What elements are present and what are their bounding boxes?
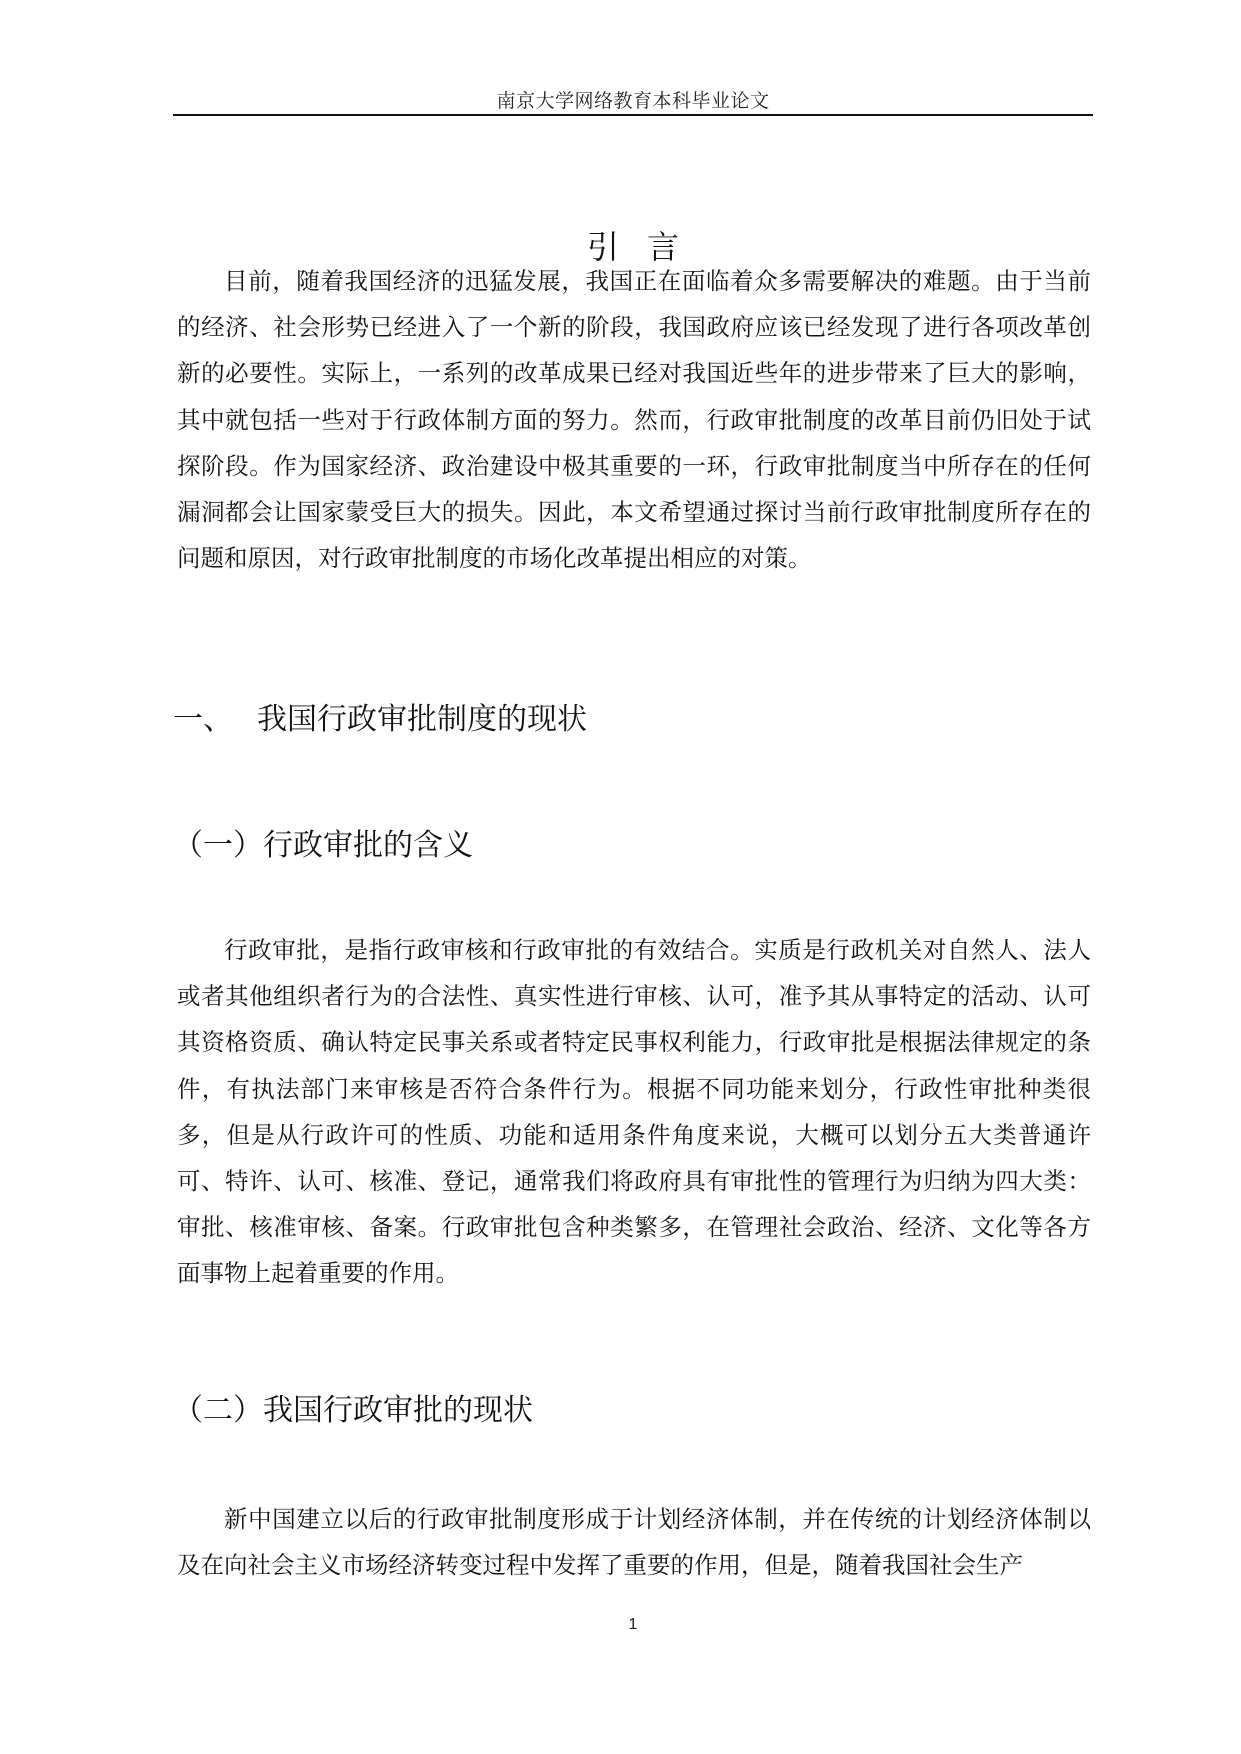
page-number: 1	[628, 1616, 638, 1633]
section-number: 一、	[173, 702, 233, 737]
status-paragraph: 新中国建立以后的行政审批制度形成于计划经济体制，并在传统的计划经济体制以及在向社会主义市场经济转变过程中发挥了重要的作用，但是，随着我国社会生产	[177, 1505, 1091, 1580]
intro-title: 引言	[586, 228, 707, 266]
header-divider	[173, 114, 1093, 116]
section-title: 我国行政审批制度的现状	[257, 702, 587, 737]
intro-paragraph: 目前，随着我国经济的迅猛发展，我国正在面临着众多需要解决的难题。由于当前的经济、社会形势已经进入了一个新的阶段，我国政府应该已经发现了进行各项改革创新的必要性。实际上，一系列的改革成果已经对我国近些年的进步带来了巨大的影响，其中就包括一些对于行政体制方面的努力。然而，行政审批制度的改革目前仍旧处于试探阶段。作为国家经济、政治建设中极其重要的一环，行政审批制度当中所存在的任何漏洞都会让国家蒙受巨大的损失。因此，本文希望通过探讨当前行政审批制度所存在的问题和原因，对行政审批制度的市场化改革提出相应的对策。	[177, 267, 1091, 573]
running-header: 南京大学网络教育本科毕业论文	[496, 90, 770, 112]
subsection-heading-meaning: （一）行政审批的含义	[173, 828, 473, 863]
subsection-heading-status: （二）我国行政审批的现状	[173, 1393, 533, 1428]
meaning-paragraph: 行政审批，是指行政审核和行政审批的有效结合。实质是行政机关对自然人、法人或者其他组织者行为的合法性、真实性进行审核、认可，准予其从事特定的活动、认可其资格资质、确认特定民事关系或者特定民事权利能力，行政审批是根据法律规定的条件，有执法部门来审核是否符合条件行为。根据不同功能来划分，行政性审批种类很多，但是从行政许可的性质、功能和适用条件角度来说，大概可以划分五大类普通许可、特许、认可、核准、登记，通常我们将政府具有审批性的管理行为归纳为四大类：审批、核准审核、备案。行政审批包含种类繁多，在管理社会政治、经济、文化等各方面事物上起着重要的作用。	[177, 936, 1091, 1288]
section-heading	[173, 694, 587, 738]
